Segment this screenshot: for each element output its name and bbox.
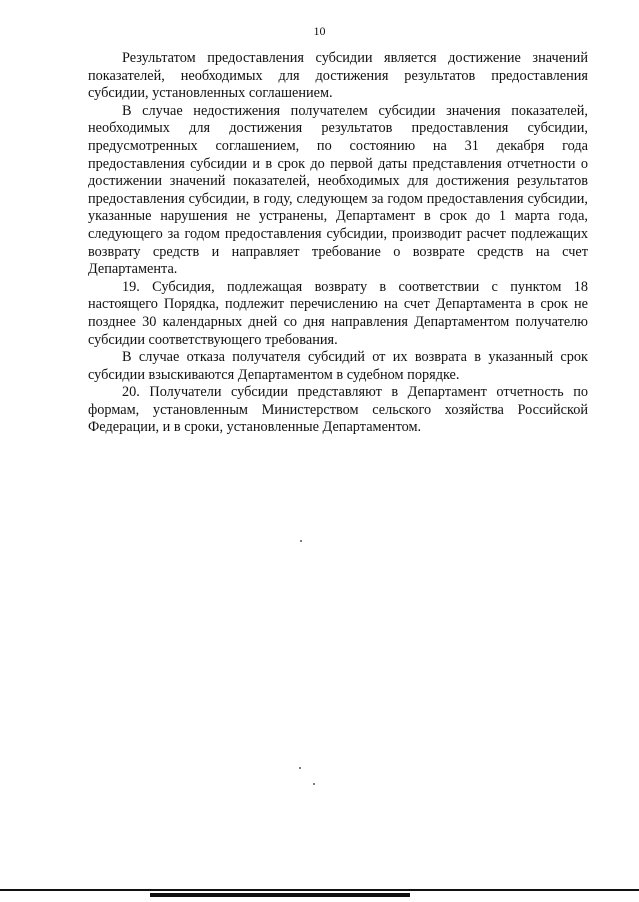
paragraph-subsidy-result: Результатом предоставления субсидии является достижение значений показателей, необходимых для достижения результатов предоставления субсидии, установленных соглашением.: [88, 50, 588, 102]
paragraph-non-achievement: В случае недостижения получателем субсидии значения показателей, необходимых для достижения результатов предоставления субсидии, предусмотренных соглашением, по состоянию на 31 декабря года предоставления субсидии и в срок до первой даты представления отчетности о достижении значений показателей, необходимых для достижения результатов предоставления субсидии, в году, следующем за годом предоставления субсидии, указанные нарушения не устранены, Департамент в срок до 1 марта года, следующего за годом предоставления субсидии, производит расчет подлежащих возврату средств и направляет требование о возврате средств на счет Департамента.: [88, 102, 588, 278]
footer-scan-line-bold: [150, 893, 410, 897]
paragraph-refusal: В случае отказа получателя субсидий от их возврата в указанный срок субсидии взыскиваются Департаментом в судебном порядке.: [88, 349, 588, 383]
scan-speck: [300, 540, 302, 542]
page-number: 10: [313, 24, 326, 38]
footer-scan-line: [0, 889, 639, 891]
paragraph-clause-20: 20. Получатели субсидии представляют в Департамент отчетность по формам, установленным Министерством сельского хозяйства Российской Федерации, и в сроки, установленные Департаментом.: [88, 384, 588, 436]
document-body: [88, 50, 588, 437]
scan-speck: [299, 767, 301, 769]
scan-speck: [313, 783, 315, 785]
paragraph-clause-19: 19. Субсидия, подлежащая возврату в соответствии с пунктом 18 настоящего Порядка, подлежит перечислению на счет Департамента в срок не позднее 30 календарных дней со дня направления Департаментом получателю субсидии соответствующего требования.: [88, 278, 588, 348]
